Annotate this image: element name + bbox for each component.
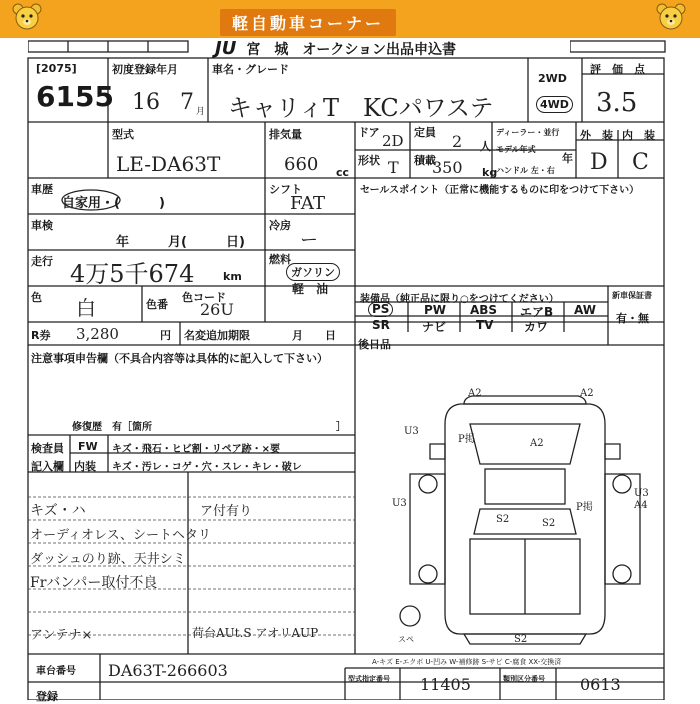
equipment-item: TV (476, 318, 494, 332)
drive-2wd: 2WD (538, 72, 567, 85)
equipment-item: AW (574, 303, 596, 317)
chassis-value: DA63T-266603 (108, 661, 228, 680)
damage-mark: S2 (496, 514, 510, 525)
note-line: アンテナ× (30, 628, 93, 643)
note-right: ア付有り (200, 504, 253, 519)
color-label: 色 (31, 291, 42, 304)
displacement-value: 660 (284, 154, 319, 175)
equipment-item: SR (372, 318, 390, 332)
person-unit: 人 (480, 140, 491, 153)
door-label: ドア (358, 126, 380, 139)
shift-label: シフト (269, 183, 302, 196)
interior-value: C (632, 150, 649, 175)
damage-mark: U3 (392, 498, 407, 509)
damage-mark: A2 (580, 388, 594, 399)
color-code-label: 色コード (182, 291, 226, 304)
equipment-item: ナビ (422, 320, 447, 334)
ac-label: 冷房 (269, 219, 291, 232)
door-value: 2D (382, 132, 404, 150)
cert-label: 型式指定番号 (348, 675, 390, 683)
handle-label: ハンドル 左・右 (496, 166, 555, 175)
damage-mark: A2 (468, 388, 482, 399)
fuel-gasoline: ガソリン (286, 263, 340, 281)
displacement-label: 排気量 (269, 128, 302, 141)
record-label: 記入欄 (31, 460, 64, 473)
fw-items: キズ・飛石・ヒビ割・リペア跡・×要 (112, 444, 280, 455)
color-value: 白 (76, 296, 96, 320)
note-line: オーディオレス、シートヘタリ (30, 528, 211, 543)
month-unit: 月 (196, 107, 206, 117)
capacity-value: 2 (452, 132, 463, 151)
warranty-value: 有・無 (616, 312, 649, 325)
note-line: Frバンパー取付不良 (30, 575, 158, 591)
fuel-diesel: 軽 油 (292, 282, 329, 296)
repair-label: 修復歴 有［箇所 (72, 422, 152, 433)
damage-legend: A-キズ E-エクボ U-凹み W-補修跡 S-サビ C-腐食 XX-交換済 (372, 658, 562, 666)
drive-4wd: 4WD (536, 96, 573, 113)
use-value: 自家用・( ) (62, 196, 165, 211)
mileage-value: 4万5千674 (70, 260, 195, 288)
use-label: 車歴 (31, 183, 53, 196)
name-change-label: 名変追加期限 (184, 329, 250, 342)
score-value: 3.5 (596, 88, 638, 118)
equipment-label: 装備品（純正品に限り○をつけてください） (360, 294, 559, 305)
shift-value: FAT (290, 193, 325, 214)
capacity-label: 定員 (414, 126, 436, 139)
ju-logo: JU (215, 38, 237, 59)
note-right: 荷台AUt.S アオリAUP (192, 626, 319, 640)
cert-value: 11405 (420, 675, 471, 694)
color-code-value: 26U (200, 300, 234, 319)
car-name-value: キャリィT KCパワステ (228, 94, 494, 122)
damage-mark: P掲 (576, 502, 593, 513)
damage-mark: A4 (634, 500, 648, 511)
first-reg-label: 初度登録年月 (112, 63, 178, 76)
chassis-label: 車台番号 (36, 666, 76, 677)
kg-unit: kg (482, 166, 498, 179)
ac-value: ー (300, 230, 318, 251)
model-label: 型式 (112, 128, 134, 141)
inspection-value: 年 月( 日) (116, 235, 245, 250)
dealer-label: ディーラー・並行 (496, 128, 560, 137)
new-car-warranty-label: 新車保証書 (612, 291, 652, 300)
damage-mark: U3 (404, 426, 419, 437)
exterior-value: D (590, 150, 608, 175)
mileage-label: 走行 (31, 255, 53, 268)
notes-label: 注意事項申告欄（不具合内容等は具体的に記入して下さい） (31, 352, 328, 365)
year-unit: 年 (562, 152, 573, 165)
code-label: [2075] (36, 62, 77, 75)
damage-mark: P掲 (458, 434, 475, 445)
sales-point-label: セールスポイント（正常に機能するものに印をつけて下さい） (360, 185, 640, 196)
shape-label: 形状 (358, 154, 380, 167)
banner-title: 軽自動車コーナー (220, 9, 396, 36)
load-value: 350 (432, 158, 463, 177)
rear-seat-label: 後日品 (358, 338, 391, 351)
vehicle-damage-diagram (390, 384, 660, 654)
equipment-item: エアB (520, 305, 554, 319)
color-no-label: 色番 (146, 298, 168, 311)
exterior-label: 外 装 (580, 129, 613, 142)
lot-number: 6155 (36, 80, 114, 113)
fw-label: FW (78, 440, 98, 453)
cc-unit: cc (336, 166, 350, 179)
score-label: 評 価 点 (590, 63, 645, 76)
note-line: キズ・ハ (30, 503, 86, 519)
damage-mark: S2 (514, 634, 528, 645)
first-reg-year: 16 (132, 90, 160, 115)
yen-unit: 円 (160, 329, 171, 342)
class-value: 0613 (580, 675, 621, 694)
model-year-label: モデル年式 (496, 145, 536, 154)
name-change-value: 月 日 (292, 329, 336, 342)
inspector-label: 検査員 (31, 442, 64, 455)
form-title: 宮 城 オークション出品申込書 (246, 42, 457, 58)
in-label: 内装 (74, 460, 96, 473)
equipment-item: PS (368, 302, 393, 317)
model-value: LE-DA63T (116, 152, 221, 176)
bottom-label: 登録 (36, 690, 58, 703)
recycle-label: R券 (31, 329, 51, 342)
circle-mark (60, 188, 122, 212)
repair-close: ］ (336, 422, 346, 433)
equipment-item: PW (424, 303, 447, 317)
damage-mark: S2 (542, 518, 556, 529)
damage-mark: A2 (530, 438, 544, 449)
class-label: 類別区分番号 (503, 675, 545, 683)
first-reg-month: 7 (180, 90, 194, 115)
equipment-item: カワ (524, 320, 549, 334)
damage-mark: スペ (398, 635, 414, 644)
equipment-item: ABS (470, 303, 498, 317)
interior-label: 内 装 (622, 129, 655, 142)
in-items: キズ・汚レ・コゲ・穴・スレ・キレ・破レ (112, 462, 302, 473)
shape-value: T (388, 158, 399, 177)
note-line: ダッシュのり跡、天井シミ (30, 552, 186, 567)
load-label: 積載 (414, 154, 436, 167)
inspection-label: 車検 (31, 219, 53, 232)
damage-mark: U3 (634, 488, 649, 499)
recycle-value: 3,280 (76, 325, 119, 343)
car-name-label: 車名・グレード (212, 63, 289, 76)
fuel-label: 燃料 (269, 253, 291, 266)
km-unit: km (223, 270, 242, 283)
